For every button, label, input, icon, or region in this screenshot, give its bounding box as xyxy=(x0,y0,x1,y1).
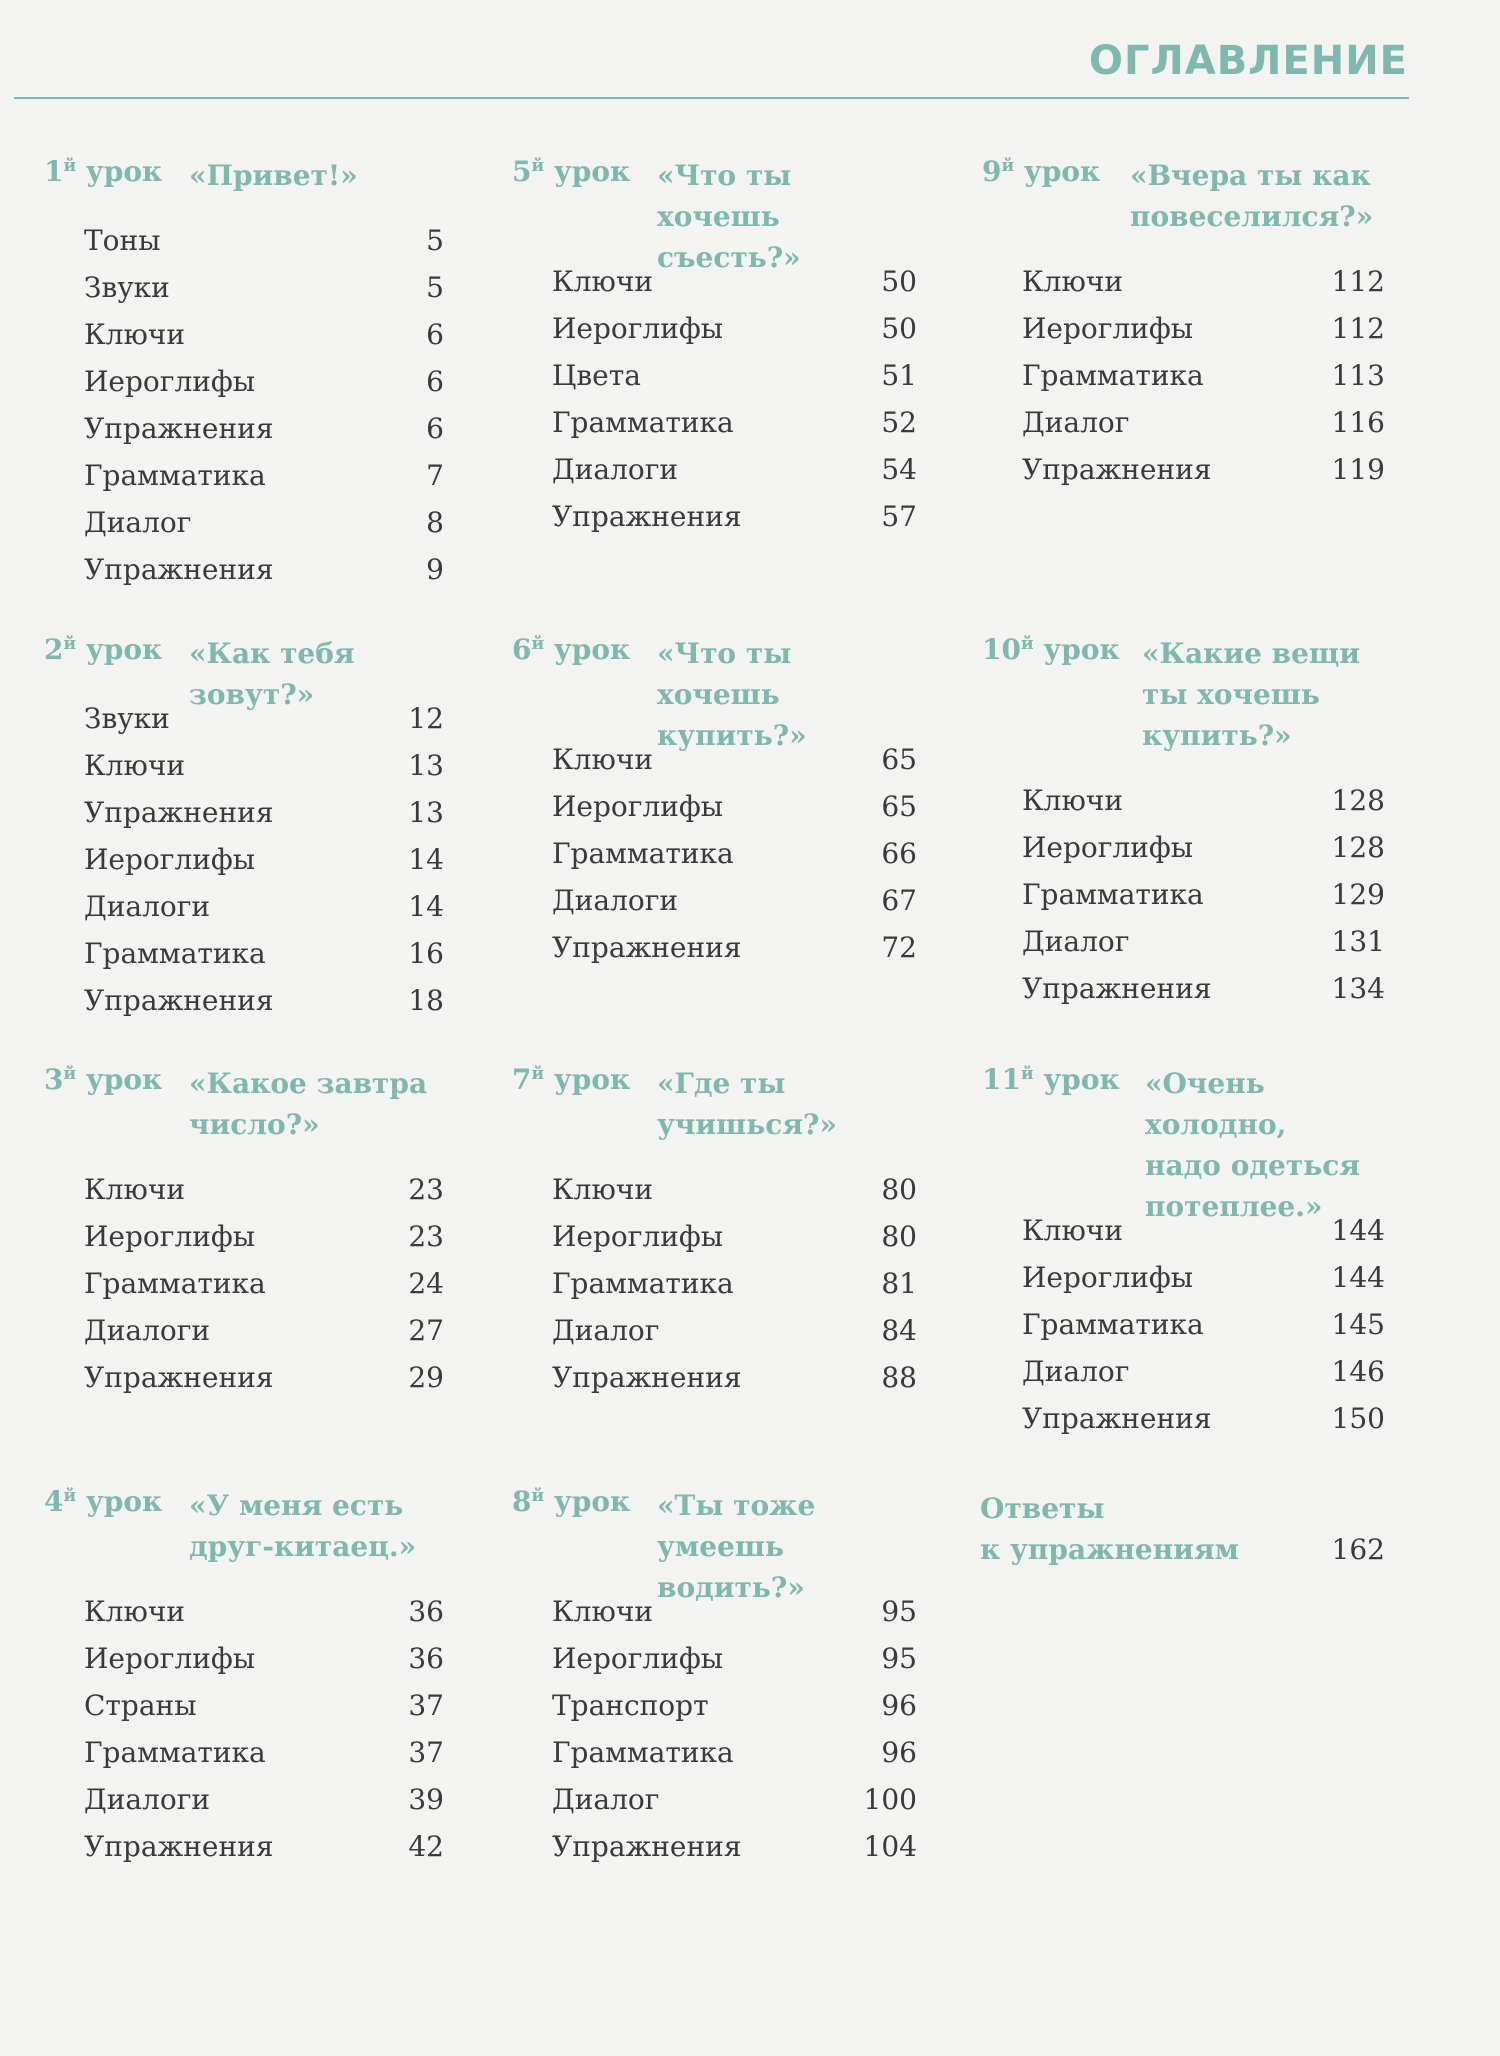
lesson-number-digit: 5 xyxy=(512,155,532,188)
toc-entry-label: Ключи xyxy=(552,1173,654,1206)
toc-entry-label: Звуки xyxy=(84,702,170,735)
lesson-entries xyxy=(552,258,917,540)
toc-entry-page-number: 18 xyxy=(408,984,444,1017)
lesson-title: «Какие вещи ты хочешь купить?» xyxy=(1142,637,1360,752)
toc-entry-label: Звуки xyxy=(84,271,170,304)
toc-entry-label: Ключи xyxy=(84,1595,186,1628)
lesson-block-7 xyxy=(512,1063,917,1401)
toc-entry-label: Грамматика xyxy=(552,1267,734,1300)
lesson-block-3 xyxy=(44,1063,444,1401)
toc-entry-label: Диалог xyxy=(552,1314,660,1347)
toc-entry-label: Упражнения xyxy=(84,796,274,829)
lesson-number xyxy=(512,633,630,666)
toc-entry[interactable] xyxy=(84,1588,444,1635)
toc-entry-label: Ключи xyxy=(84,1173,186,1206)
toc-entry-page-number: 42 xyxy=(408,1830,444,1863)
toc-entry[interactable] xyxy=(84,789,444,836)
toc-entry-label: Упражнения xyxy=(1022,453,1212,486)
toc-entry-label: Диалоги xyxy=(552,453,679,486)
lesson-heading[interactable] xyxy=(44,633,444,711)
toc-entry[interactable] xyxy=(84,311,444,358)
toc-entry[interactable] xyxy=(84,695,444,742)
toc-entry-label: Диалог xyxy=(1022,406,1130,439)
toc-entry-label: Грамматика xyxy=(1022,878,1204,911)
toc-entry-page-number: 9 xyxy=(426,553,444,586)
toc-entry-label: Грамматика xyxy=(1022,359,1204,392)
toc-entry-label: Иероглифы xyxy=(1022,312,1194,345)
toc-entry-label: Упражнения xyxy=(552,500,742,533)
lesson-word: урок xyxy=(1043,1063,1120,1096)
toc-entry[interactable] xyxy=(84,930,444,977)
toc-entry[interactable] xyxy=(84,742,444,789)
lesson-number-suffix: й xyxy=(63,1486,77,1506)
toc-entry[interactable] xyxy=(552,493,917,540)
toc-entry-label: Грамматика xyxy=(84,1736,266,1769)
toc-entry[interactable] xyxy=(552,877,917,924)
lesson-block-1 xyxy=(44,155,444,593)
toc-entry[interactable] xyxy=(1022,258,1385,305)
lesson-heading[interactable] xyxy=(44,155,444,217)
toc-entry[interactable] xyxy=(1022,352,1385,399)
toc-entry[interactable] xyxy=(84,1635,444,1682)
toc-entry-page-number: 12 xyxy=(408,702,444,735)
lesson-heading[interactable] xyxy=(982,633,1385,777)
toc-entry-page-number: 5 xyxy=(426,224,444,257)
lesson-number-suffix: й xyxy=(1020,634,1034,654)
toc-entry-label: Грамматика xyxy=(84,1267,266,1300)
toc-entry[interactable] xyxy=(84,1776,444,1823)
toc-entry-label: Грамматика xyxy=(84,937,266,970)
toc-entry[interactable] xyxy=(552,1354,917,1401)
lesson-block-6 xyxy=(512,633,917,971)
lesson-word: урок xyxy=(1043,633,1120,666)
lesson-entries xyxy=(84,695,444,1024)
toc-entry-label: Ключи xyxy=(1022,1214,1124,1247)
toc-entry[interactable] xyxy=(552,1682,917,1729)
lesson-number xyxy=(44,1485,162,1518)
lesson-title: «Где ты учишься?» xyxy=(657,1067,837,1141)
toc-entry-page-number: 66 xyxy=(881,837,917,870)
lesson-number xyxy=(982,155,1100,188)
lesson-word: урок xyxy=(553,633,631,666)
lesson-entries xyxy=(84,1166,444,1401)
toc-entry-page-number: 146 xyxy=(1331,1355,1385,1388)
toc-entry-page-number: 13 xyxy=(408,796,444,829)
toc-entry-label: Диалог xyxy=(1022,925,1130,958)
lesson-entries xyxy=(84,217,444,593)
lesson-number xyxy=(512,1063,630,1096)
toc-entry-label: Упражнения xyxy=(84,1830,274,1863)
toc-entry[interactable] xyxy=(1022,777,1385,824)
lesson-title: «Как тебя зовут?» xyxy=(189,637,355,711)
toc-entry[interactable] xyxy=(84,883,444,930)
toc-entry-page-number: 23 xyxy=(408,1173,444,1206)
lesson-number-digit: 1 xyxy=(44,155,64,188)
toc-entry-label: Ключи xyxy=(1022,265,1124,298)
lesson-block-4 xyxy=(44,1485,444,1870)
toc-entry-page-number: 129 xyxy=(1331,878,1385,911)
lesson-word: урок xyxy=(85,1485,163,1518)
lesson-number-digit: 11 xyxy=(982,1063,1021,1096)
toc-entry[interactable] xyxy=(1022,446,1385,493)
lesson-block-5 xyxy=(512,155,917,540)
toc-entry-page-number: 24 xyxy=(408,1267,444,1300)
toc-entry-page-number: 6 xyxy=(426,365,444,398)
lesson-word: урок xyxy=(553,1485,631,1518)
lesson-entries xyxy=(552,736,917,971)
toc-entry[interactable] xyxy=(84,546,444,593)
toc-entry-label: Ключи xyxy=(1022,784,1124,817)
toc-entry-page-number: 112 xyxy=(1331,265,1385,298)
toc-entry-page-number: 80 xyxy=(881,1173,917,1206)
lesson-number-suffix: й xyxy=(63,156,77,176)
toc-entry-page-number: 134 xyxy=(1331,972,1385,1005)
toc-entry-label: Упражнения xyxy=(552,1830,742,1863)
toc-entry[interactable] xyxy=(84,836,444,883)
toc-entry[interactable] xyxy=(84,1354,444,1401)
lesson-title: «Очень холодно, надо одеться потеплее.» xyxy=(1145,1067,1360,1223)
toc-entry[interactable] xyxy=(84,1729,444,1776)
toc-entry-label: Диалог xyxy=(1022,1355,1130,1388)
lesson-title: «Вчера ты как повеселился?» xyxy=(1130,159,1374,233)
lesson-entries xyxy=(1022,258,1385,493)
toc-entry-label: Упражнения xyxy=(552,1361,742,1394)
lesson-entries xyxy=(84,1588,444,1870)
toc-entry-label: Иероглифы xyxy=(552,1642,724,1675)
lesson-heading[interactable] xyxy=(982,1063,1385,1223)
lesson-heading[interactable] xyxy=(44,1063,444,1166)
toc-entry[interactable] xyxy=(84,977,444,1024)
toc-entry[interactable] xyxy=(552,446,917,493)
lesson-word: урок xyxy=(553,155,631,188)
lesson-title: «У меня есть друг-китаец.» xyxy=(189,1489,417,1563)
toc-entry-page-number: 84 xyxy=(881,1314,917,1347)
toc-entry-page-number: 131 xyxy=(1331,925,1385,958)
toc-entry[interactable] xyxy=(552,830,917,877)
toc-entry-page-number: 5 xyxy=(426,271,444,304)
page-title: ОГЛАВЛЕНИЕ xyxy=(1089,38,1408,84)
toc-entry-page-number: 128 xyxy=(1331,831,1385,864)
toc-entry-page-number: 23 xyxy=(408,1220,444,1253)
toc-entry-label: Ключи xyxy=(84,749,186,782)
lesson-number-digit: 9 xyxy=(982,155,1002,188)
lesson-title: «Ты тоже умеешь водить?» xyxy=(657,1489,816,1604)
lesson-number xyxy=(982,1063,1120,1096)
toc-entry-page-number: 65 xyxy=(881,743,917,776)
toc-entry-label: Ключи xyxy=(84,318,186,351)
toc-entry-page-number: 72 xyxy=(881,931,917,964)
toc-answers-entry[interactable] xyxy=(980,1488,1385,1570)
toc-entry-page-number: 14 xyxy=(408,890,444,923)
toc-entry-label: Грамматика xyxy=(552,1736,734,1769)
toc-entry-label: Ключи xyxy=(552,743,654,776)
toc-entry[interactable] xyxy=(1022,1395,1385,1442)
lesson-number xyxy=(512,1485,630,1518)
toc-entry-label: Тоны xyxy=(84,224,161,257)
toc-entry-page-number: 144 xyxy=(1331,1261,1385,1294)
toc-entry-label: Иероглифы xyxy=(84,1220,256,1253)
toc-entry-page-number: 27 xyxy=(408,1314,444,1347)
toc-entry[interactable] xyxy=(552,1213,917,1260)
toc-entry[interactable] xyxy=(552,352,917,399)
toc-entry-page-number: 13 xyxy=(408,749,444,782)
lesson-title: «Что ты хочешь съесть?» xyxy=(657,159,801,274)
toc-entry-page-number: 6 xyxy=(426,318,444,351)
toc-entry[interactable] xyxy=(84,499,444,546)
lesson-number-suffix: й xyxy=(531,156,545,176)
toc-entry-label: Упражнения xyxy=(84,1361,274,1394)
lesson-number-suffix: й xyxy=(1001,156,1015,176)
lesson-number-digit: 2 xyxy=(44,633,64,666)
toc-entry[interactable] xyxy=(1022,1301,1385,1348)
toc-entry-page-number: 95 xyxy=(881,1642,917,1675)
toc-entry-page-number: 6 xyxy=(426,412,444,445)
toc-entry[interactable] xyxy=(552,305,917,352)
lesson-number-suffix: й xyxy=(531,1064,545,1084)
toc-entry-label: Ключи xyxy=(552,1595,654,1628)
toc-entry[interactable] xyxy=(552,924,917,971)
toc-entry-page-number: 51 xyxy=(881,359,917,392)
toc-entry-label: Грамматика xyxy=(552,837,734,870)
toc-entry[interactable] xyxy=(84,1823,444,1870)
lesson-word: урок xyxy=(85,1063,163,1096)
toc-entry[interactable] xyxy=(1022,305,1385,352)
toc-entry-label: Диалоги xyxy=(552,884,679,917)
lesson-heading[interactable] xyxy=(982,155,1385,258)
toc-entry-label: Диалоги xyxy=(84,890,211,923)
toc-entry[interactable] xyxy=(84,1260,444,1307)
toc-entry-page-number: 81 xyxy=(881,1267,917,1300)
toc-entry-label: Страны xyxy=(84,1689,197,1722)
toc-entry[interactable] xyxy=(552,1776,917,1823)
toc-entry-page-number: 128 xyxy=(1331,784,1385,817)
toc-entry[interactable] xyxy=(84,358,444,405)
lesson-heading[interactable] xyxy=(512,155,917,274)
lesson-number-digit: 7 xyxy=(512,1063,532,1096)
toc-entry[interactable] xyxy=(552,1260,917,1307)
lesson-number xyxy=(982,633,1120,666)
toc-entry-label: Иероглифы xyxy=(1022,831,1194,864)
lesson-title: «Привет!» xyxy=(189,159,358,192)
lesson-title: «Какое завтра число?» xyxy=(189,1067,428,1141)
toc-entry[interactable] xyxy=(84,1166,444,1213)
toc-entry-page-number: 150 xyxy=(1331,1402,1385,1435)
toc-entry-label: Грамматика xyxy=(1022,1308,1204,1341)
toc-entry[interactable] xyxy=(552,783,917,830)
toc-entry[interactable] xyxy=(552,258,917,305)
lesson-heading[interactable] xyxy=(512,1063,917,1166)
toc-entry-page-number: 112 xyxy=(1331,312,1385,345)
toc-entry-page-number: 37 xyxy=(408,1689,444,1722)
lesson-word: урок xyxy=(1023,155,1101,188)
toc-entry[interactable] xyxy=(1022,918,1385,965)
lesson-heading[interactable] xyxy=(512,633,917,752)
toc-entry-label: Упражнения xyxy=(84,553,274,586)
toc-entry-label: Ключи xyxy=(552,265,654,298)
toc-entry-page-number: 50 xyxy=(881,312,917,345)
lesson-number xyxy=(512,155,630,188)
lesson-number-digit: 8 xyxy=(512,1485,532,1518)
lesson-number-digit: 3 xyxy=(44,1063,64,1096)
toc-entry[interactable] xyxy=(1022,824,1385,871)
lesson-number-suffix: й xyxy=(531,634,545,654)
toc-entry-page-number: 113 xyxy=(1331,359,1385,392)
toc-entry[interactable] xyxy=(84,1682,444,1729)
toc-entry-label: Иероглифы xyxy=(84,1642,256,1675)
toc-entry[interactable] xyxy=(1022,871,1385,918)
toc-entry-page-number: 145 xyxy=(1331,1308,1385,1341)
toc-entry-label: Диалог xyxy=(552,1783,660,1816)
toc-entry-page-number: 96 xyxy=(881,1689,917,1722)
toc-entry[interactable] xyxy=(1022,1254,1385,1301)
lesson-entries xyxy=(1022,1207,1385,1442)
toc-entry-page-number: 88 xyxy=(881,1361,917,1394)
toc-entry-label: Грамматика xyxy=(84,459,266,492)
toc-entry-label: Упражнения xyxy=(84,984,274,1017)
toc-entry-label: Иероглифы xyxy=(552,790,724,823)
lesson-number-digit: 6 xyxy=(512,633,532,666)
toc-entry-page-number: 80 xyxy=(881,1220,917,1253)
toc-entry-label: Упражнения xyxy=(1022,1402,1212,1435)
answers-page-number: 162 xyxy=(1331,1533,1385,1566)
toc-entry-page-number: 65 xyxy=(881,790,917,823)
lesson-word: урок xyxy=(85,155,163,188)
toc-entry[interactable] xyxy=(84,1213,444,1260)
toc-entry-page-number: 95 xyxy=(881,1595,917,1628)
toc-entry-label: Диалоги xyxy=(84,1783,211,1816)
toc-entry[interactable] xyxy=(84,264,444,311)
toc-entry[interactable] xyxy=(552,1307,917,1354)
toc-entry-label: Иероглифы xyxy=(1022,1261,1194,1294)
toc-entry-page-number: 36 xyxy=(408,1642,444,1675)
toc-entry-page-number: 52 xyxy=(881,406,917,439)
toc-entry-page-number: 7 xyxy=(426,459,444,492)
lesson-block-9 xyxy=(982,155,1385,493)
toc-entry[interactable] xyxy=(1022,1348,1385,1395)
lesson-entries xyxy=(552,1166,917,1401)
toc-entry-page-number: 100 xyxy=(863,1783,917,1816)
toc-entry-label: Иероглифы xyxy=(84,843,256,876)
lesson-title: «Что ты хочешь купить?» xyxy=(657,637,807,752)
lesson-entries xyxy=(1022,777,1385,1012)
toc-entry[interactable] xyxy=(552,1166,917,1213)
lesson-number xyxy=(44,155,162,188)
lesson-number-suffix: й xyxy=(531,1486,545,1506)
lesson-block-2 xyxy=(44,633,444,1024)
toc-entry-label: Транспорт xyxy=(552,1689,709,1722)
lesson-number-suffix: й xyxy=(63,634,77,654)
toc-entry-page-number: 116 xyxy=(1331,406,1385,439)
toc-entry-label: Диалоги xyxy=(84,1314,211,1347)
toc-entry[interactable] xyxy=(552,736,917,783)
toc-entry[interactable] xyxy=(552,1635,917,1682)
lesson-heading[interactable] xyxy=(512,1485,917,1604)
lesson-number-digit: 10 xyxy=(982,633,1021,666)
answers-label: Ответы к упражнениям xyxy=(980,1492,1239,1566)
toc-entry-label: Грамматика xyxy=(552,406,734,439)
lesson-word: урок xyxy=(85,633,163,666)
toc-entry-page-number: 50 xyxy=(881,265,917,298)
toc-entry-label: Иероглифы xyxy=(84,365,256,398)
toc-entry-page-number: 119 xyxy=(1331,453,1385,486)
toc-entry[interactable] xyxy=(84,217,444,264)
toc-entry-label: Иероглифы xyxy=(552,312,724,345)
toc-entry[interactable] xyxy=(1022,1207,1385,1254)
toc-entry-label: Диалог xyxy=(84,506,192,539)
toc-entry-page-number: 54 xyxy=(881,453,917,486)
toc-entry-page-number: 144 xyxy=(1331,1214,1385,1247)
toc-entry[interactable] xyxy=(552,1823,917,1870)
lesson-heading[interactable] xyxy=(44,1485,444,1588)
toc-entry[interactable] xyxy=(552,399,917,446)
lesson-block-11 xyxy=(982,1063,1385,1442)
toc-entry-page-number: 36 xyxy=(408,1595,444,1628)
toc-entry-page-number: 96 xyxy=(881,1736,917,1769)
lesson-number xyxy=(44,633,162,666)
toc-entry[interactable] xyxy=(552,1588,917,1635)
toc-entry-page-number: 37 xyxy=(408,1736,444,1769)
lesson-number xyxy=(44,1063,162,1096)
lesson-number-suffix: й xyxy=(63,1064,77,1084)
toc-entry-page-number: 39 xyxy=(408,1783,444,1816)
toc-entry-label: Упражнения xyxy=(1022,972,1212,1005)
toc-entry[interactable] xyxy=(1022,965,1385,1012)
lesson-block-10 xyxy=(982,633,1385,1012)
toc-entry-page-number: 104 xyxy=(863,1830,917,1863)
toc-entry[interactable] xyxy=(84,1307,444,1354)
toc-entry-label: Иероглифы xyxy=(552,1220,724,1253)
lesson-number-digit: 4 xyxy=(44,1485,64,1518)
toc-entry-page-number: 16 xyxy=(408,937,444,970)
toc-entry-page-number: 67 xyxy=(881,884,917,917)
toc-entry[interactable] xyxy=(84,405,444,452)
toc-entry[interactable] xyxy=(84,452,444,499)
toc-entry[interactable] xyxy=(552,1729,917,1776)
lesson-number-suffix: й xyxy=(1020,1064,1034,1084)
toc-entry-label: Цвета xyxy=(552,359,641,392)
toc-entry-page-number: 29 xyxy=(408,1361,444,1394)
toc-entry-page-number: 14 xyxy=(408,843,444,876)
lesson-word: урок xyxy=(553,1063,631,1096)
lesson-block-8 xyxy=(512,1485,917,1870)
toc-entry[interactable] xyxy=(1022,399,1385,446)
toc-entry-page-number: 8 xyxy=(426,506,444,539)
toc-entry-page-number: 57 xyxy=(881,500,917,533)
toc-entry-label: Упражнения xyxy=(84,412,274,445)
title-divider xyxy=(14,97,1409,99)
toc-entry-label: Упражнения xyxy=(552,931,742,964)
lesson-entries xyxy=(552,1588,917,1870)
